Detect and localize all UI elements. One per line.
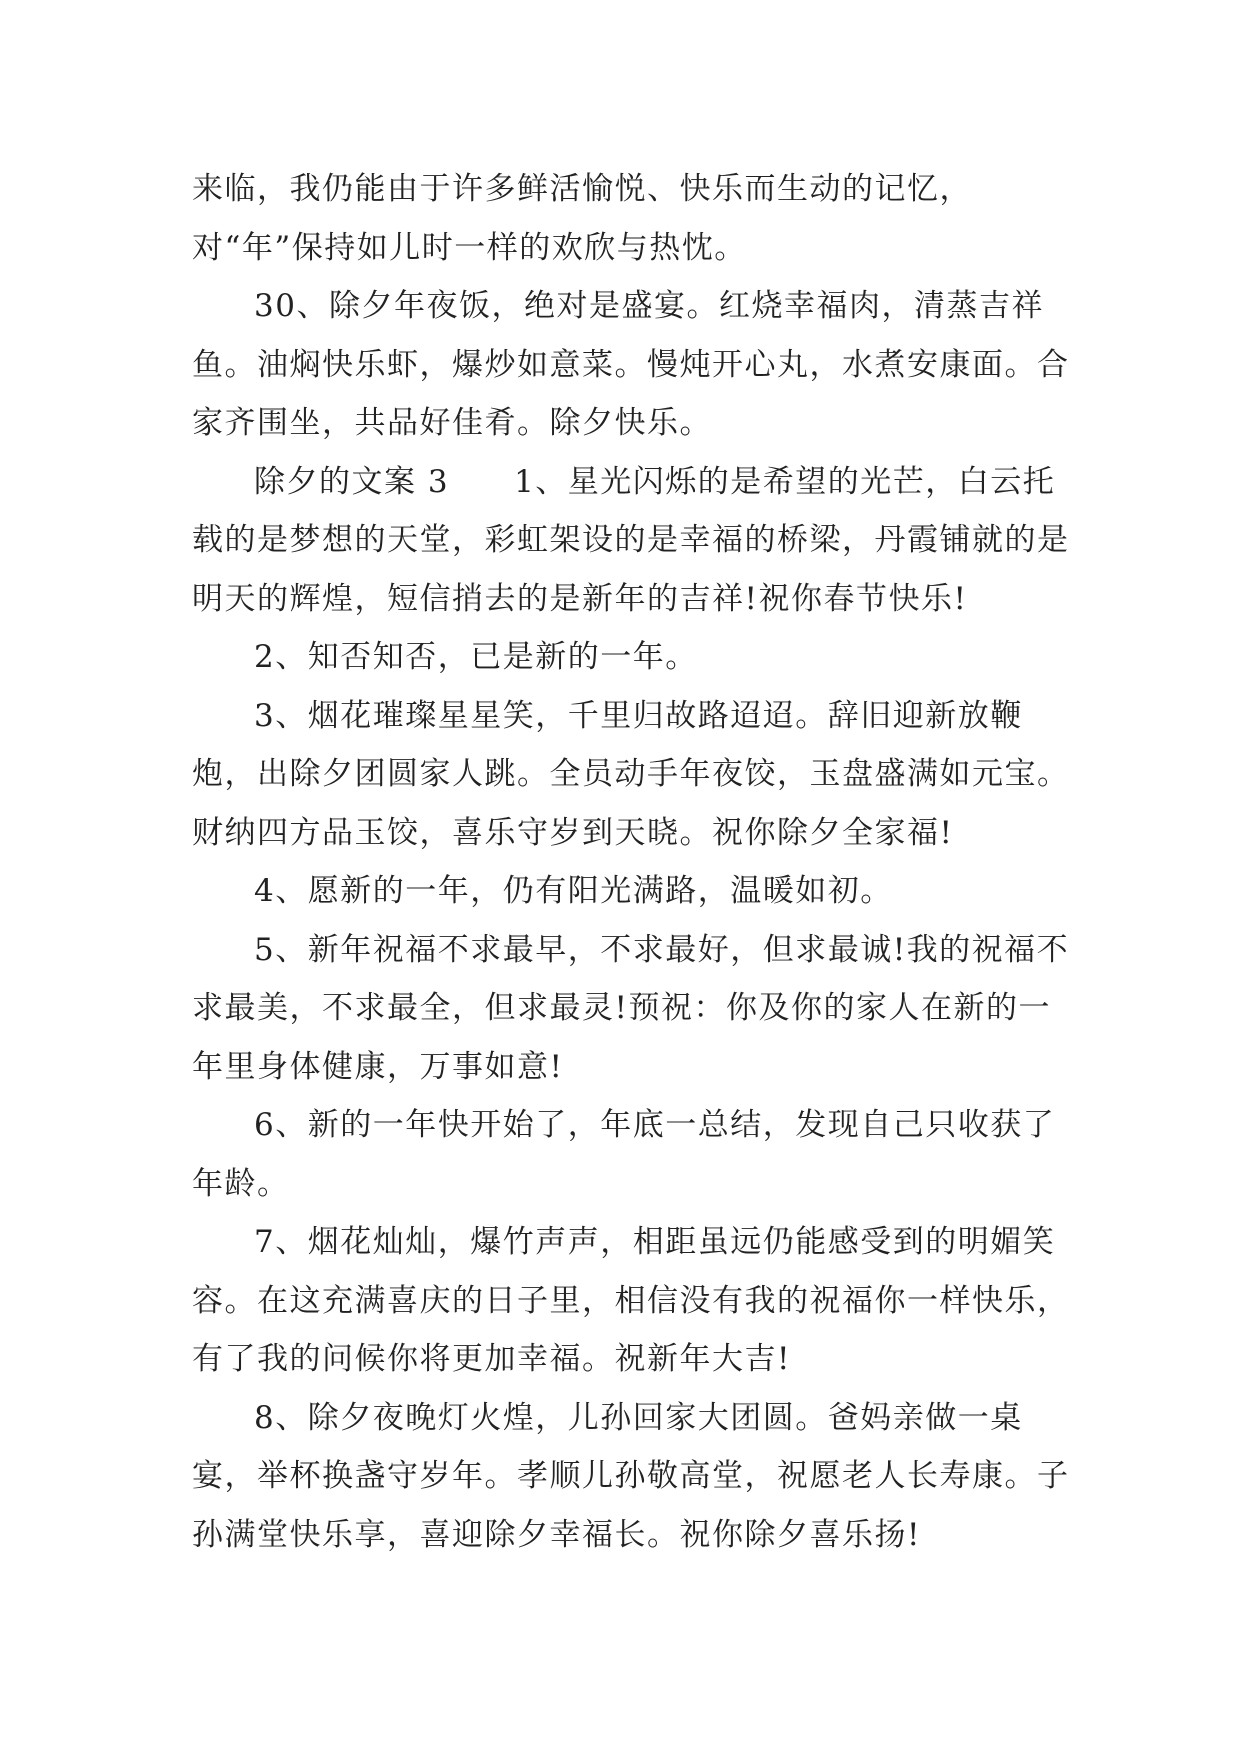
paragraph: 30、除夕年夜饭，绝对是盛宴。红烧幸福肉，清蒸吉祥鱼。油焖快乐虾，爆炒如意菜。慢炖开心丸，水煮安康面。合家齐围坐，共品好佳肴。除夕快乐。 — [192, 288, 1070, 441]
paragraph: 5、新年祝福不求最早，不求最好，但求最诚!我的祝福不求最美，不求最全，但求最灵!预祝：你及你的家人在新的一年里身体健康，万事如意! — [192, 931, 1070, 1085]
document-body — [192, 160, 1072, 1564]
paragraph: 8、除夕夜晚灯火煌，儿孙回家大团圆。爸妈亲做一桌宴，举杯换盏守岁年。孝顺儿孙敬高堂，祝愿老人长寿康。子孙满堂快乐享，喜迎除夕幸福长。祝你除夕喜乐扬! — [192, 1399, 1070, 1553]
paragraph: 来临，我仍能由于许多鲜活愉悦、快乐而生动的记忆，对“年”保持如儿时一样的欢欣与热忱。 — [192, 171, 972, 266]
paragraph: 3、烟花璀璨星星笑，千里归故路迢迢。辞旧迎新放鞭炮，出除夕团圆家人跳。全员动手年夜饺，玉盘盛满如元宝。财纳四方品玉饺，喜乐守岁到天晓。祝你除夕全家福! — [192, 697, 1070, 851]
paragraph: 除夕的文案 3 1、星光闪烁的是希望的光芒，白云托载的是梦想的天堂，彩虹架设的是幸福的桥梁，丹霞铺就的是明天的辉煌，短信捎去的是新年的吉祥!祝你春节快乐! — [192, 463, 1070, 617]
paragraph: 4、愿新的一年，仍有阳光满路，温暖如初。 — [254, 873, 893, 909]
paragraph: 7、烟花灿灿，爆竹声声，相距虽远仍能感受到的明媚笑容。在这充满喜庆的日子里，相信没有我的祝福你一样快乐，有了我的问候你将更加幸福。祝新年大吉! — [192, 1224, 1070, 1377]
paragraph: 2、知否知否，已是新的一年。 — [254, 639, 698, 675]
paragraph: 6、新的一年快开始了，年底一总结，发现自己只收获了年龄。 — [192, 1107, 1056, 1202]
